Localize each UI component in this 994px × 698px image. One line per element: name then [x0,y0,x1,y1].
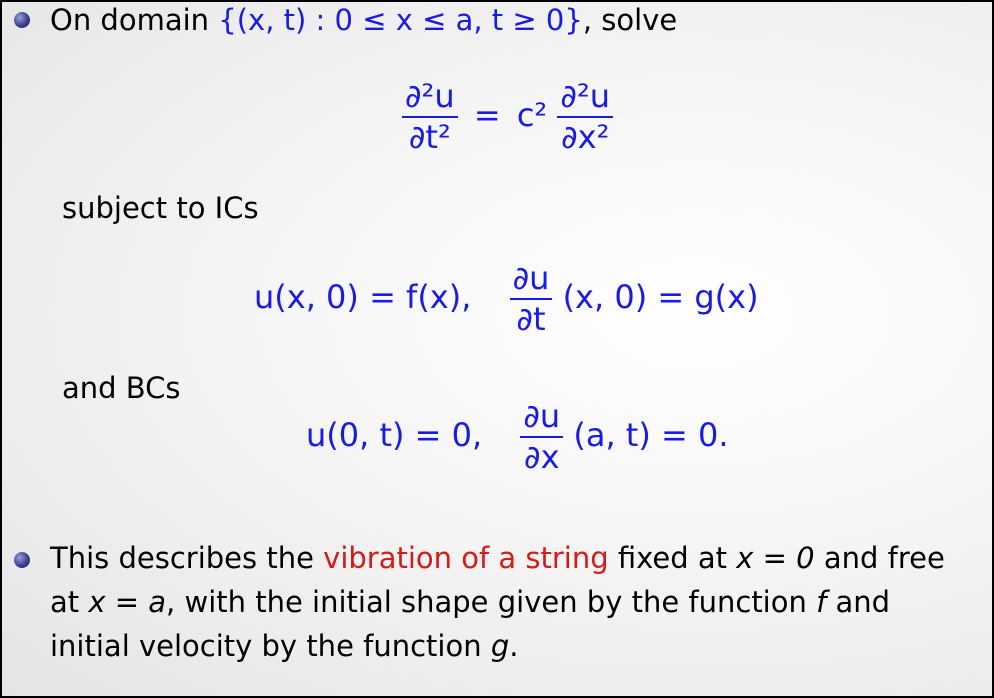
bcs-deriv-numerator: ∂u [523,397,561,435]
bullet2-line2-a: at [50,585,80,619]
func-f: f [816,585,827,619]
bullet2-line3-a: initial velocity by the function [50,629,482,663]
expr-x-equals-0: x = 0 [736,541,815,575]
bullet2-part1: This describes the [50,541,314,575]
bcs-derivative-fraction [520,397,563,476]
bcs-equation [306,397,729,476]
bullet2-part3: and free [823,541,945,575]
bullet2-line2 [50,585,891,619]
domain-expression: {(x, t) : 0 ≤ x ≤ a, t ≥ 0} [218,3,583,37]
bullet2-line2-c: and [835,585,891,619]
bullet2-line3-b: . [509,629,519,663]
wave-rhs-numerator: ∂²u [560,77,611,115]
wave-lhs-fraction [402,77,458,156]
ics-equation [254,259,759,338]
ics-second: (x, 0) = g(x) [562,278,759,317]
ics-deriv-numerator: ∂u [512,259,550,297]
ics-deriv-denominator: ∂t [516,299,546,338]
bcs-label: and BCs [62,371,181,405]
expr-x-equals-a: x = a [88,585,167,619]
wave-lhs-denominator: ∂t² [408,117,451,156]
wave-lhs-numerator: ∂²u [405,77,455,115]
wave-equation [402,77,613,156]
func-g: g [490,629,510,663]
bullet2-line2-b: , with the initial shape given by the function [166,585,807,619]
bullet1-suffix: , solve [582,3,678,37]
bcs-deriv-denominator: ∂x [524,437,560,476]
ics-first: u(x, 0) = f(x), [254,278,472,317]
bcs-first: u(0, t) = 0, [306,416,483,455]
wave-equals: = [473,96,501,135]
bullet1-prefix: On domain [50,3,210,37]
bullet2-line1 [50,541,945,575]
highlight-vibration: vibration of a string [323,541,609,575]
bullet1-line [50,3,678,37]
wave-coefficient: c² [516,96,548,135]
bullet-icon [14,12,30,28]
ics-derivative-fraction [510,259,553,338]
wave-rhs-denominator: ∂x² [561,117,610,156]
bullet-icon [14,552,30,568]
ics-label: subject to ICs [62,191,259,225]
wave-rhs-fraction [557,77,613,156]
bullet2-part2: fixed at [617,541,728,575]
bcs-second: (a, t) = 0. [573,416,729,455]
bullet2-line3 [50,629,519,663]
